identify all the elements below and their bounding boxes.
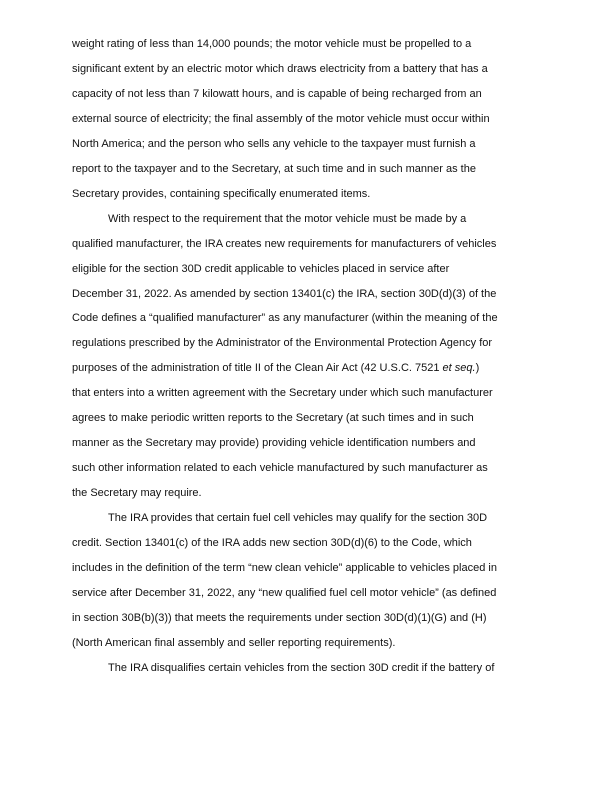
text-line: (North American final assembly and seller reporting requirements). [72,636,396,649]
text-line: December 31, 2022. As amended by section 13401(c) the IRA, section 30D(d)(3) of the [72,287,497,300]
text-segment: purposes of the administration of title II of the Clean Air Act (42 U.S.C. 7521 [72,362,443,375]
text-line: With respect to the requirement that the motor vehicle must be made by a [108,212,467,225]
text-line: agrees to make periodic written reports to the Secretary (at such times and in such [72,412,474,425]
text-line: qualified manufacturer, the IRA creates new requirements for manufacturers of vehicles [72,237,497,250]
text-line: the Secretary may require. [72,487,202,500]
text-line: regulations prescribed by the Administrator of the Environmental Protection Agency for [72,337,493,350]
text-line: credit. Section 13401(c) of the IRA adds new section 30D(d)(6) to the Code, which [72,537,472,550]
italic-citation: et seq. [442,362,476,375]
text-line: significant extent by an electric motor which draws electricity from a battery that has a [72,62,488,75]
paragraph-3 [72,506,542,656]
text-line: North America; and the person who sells any vehicle to the taxpayer must furnish a [72,137,476,150]
text-segment: ) [475,362,480,375]
text-line: weight rating of less than 14,000 pounds; the motor vehicle must be propelled to a [72,38,472,50]
paragraph-1 [72,32,542,207]
text-line: service after December 31, 2022, any “new qualified fuel cell motor vehicle” (as defined [72,586,497,599]
text-line: capacity of not less than 7 kilowatt hours, and is capable of being recharged from an [72,87,482,100]
text-line: external source of electricity; the final assembly of the motor vehicle must occur within [72,112,490,125]
text-line: eligible for the section 30D credit applicable to vehicles placed in service after [72,262,450,275]
text-line: manner as the Secretary may provide) providing vehicle identification numbers and [72,437,476,450]
text-line [72,356,542,381]
text-line: that enters into a written agreement with the Secretary under which such manufacturer [72,387,493,400]
paragraph-4 [72,656,542,681]
text-line: Secretary provides, containing specifically enumerated items. [72,187,371,200]
text-line: report to the taxpayer and to the Secretary, at such time and in such manner as the [72,162,476,175]
document-page [72,32,542,681]
text-line: includes in the definition of the term “new clean vehicle” applicable to vehicles placed in [72,562,497,575]
text-line: The IRA disqualifies certain vehicles from the section 30D credit if the battery of [108,661,495,674]
text-line: Code defines a “qualified manufacturer” as any manufacturer (within the meaning of the [72,312,498,325]
text-line: in section 30B(b)(3)) that meets the requirements under section 30D(d)(1)(G) and (H) [72,611,487,624]
text-line: The IRA provides that certain fuel cell vehicles may qualify for the section 30D [108,512,488,525]
paragraph-2 [72,207,542,506]
text-line: such other information related to each vehicle manufactured by such manufacturer as [72,462,488,475]
